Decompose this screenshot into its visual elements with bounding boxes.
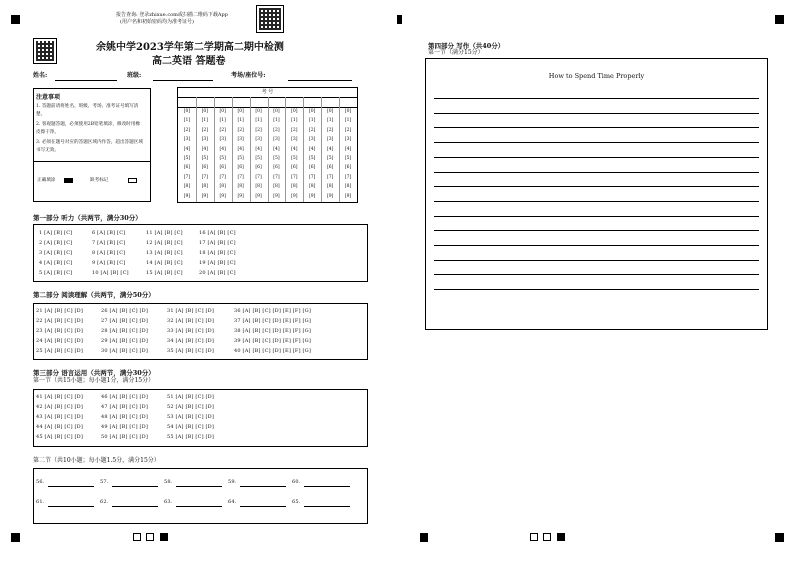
writing-line[interactable] xyxy=(434,274,759,275)
timing-mark xyxy=(557,533,565,541)
exam-digit-bubble[interactable]: [9] xyxy=(219,193,226,199)
seat-label: 考场/座位号: xyxy=(231,72,266,79)
writing-box xyxy=(425,58,768,330)
exam-digit-bubble[interactable]: [7] xyxy=(201,174,209,180)
exam-digit-bubble[interactable]: [0] xyxy=(219,109,226,114)
exam-digit-bubble[interactable]: [1] xyxy=(273,118,280,124)
class-field[interactable] xyxy=(153,80,213,81)
answer-option-row[interactable]: 21 [A] [B] [C] [D] xyxy=(36,308,84,314)
exam-digit-bubble[interactable]: [0] xyxy=(273,109,280,114)
exam-digit-bubble[interactable]: [2] xyxy=(291,127,298,133)
blank-label: 58. xyxy=(164,479,173,485)
exam-digit-bubble[interactable]: [9] xyxy=(291,193,298,199)
answer-option-row[interactable]: 53 [A] [B] [C] [D] xyxy=(167,414,215,420)
answer-option-row[interactable]: 45 [A] [B] [C] [D] xyxy=(36,434,84,440)
exam-digit-bubble[interactable]: [6] xyxy=(201,165,209,171)
qr-code-icon xyxy=(256,5,284,33)
exam-digit-bubble[interactable]: [9] xyxy=(201,193,209,199)
seat-field[interactable] xyxy=(288,80,352,81)
exam-digit-bubble[interactable]: [6] xyxy=(291,165,298,171)
page-subtitle: 高二英语 答题卷 xyxy=(152,56,226,67)
part2-box xyxy=(33,303,368,360)
name-label: 姓名: xyxy=(33,72,48,79)
exam-digit-bubble[interactable]: [4] xyxy=(273,146,280,152)
answer-option-row[interactable]: 29 [A] [B] [C] [D] xyxy=(101,338,149,344)
answer-option-row[interactable]: 46 [A] [B] [C] [D] xyxy=(101,394,149,400)
answer-option-row[interactable]: 24 [A] [B] [C] [D] xyxy=(36,338,84,344)
exam-digit-bubble[interactable]: [3] xyxy=(291,137,298,143)
answer-option-row[interactable]: 15 [A] [B] [C] xyxy=(146,270,183,276)
answer-option-row[interactable]: 34 [A] [B] [C] [D] xyxy=(167,338,215,344)
blank-answer-line[interactable] xyxy=(240,486,286,487)
exam-digit-bubble[interactable]: [3] xyxy=(237,137,244,143)
blank-label: 62. xyxy=(100,499,109,505)
exam-digit-bubble[interactable]: [8] xyxy=(255,184,262,190)
exam-digit-bubble[interactable]: [4] xyxy=(291,146,298,152)
exam-digit-bubble[interactable]: [6] xyxy=(344,165,352,171)
exam-digit-bubble[interactable]: [5] xyxy=(183,156,191,161)
fill-sample-icon xyxy=(64,178,73,183)
blank-label: 59. xyxy=(228,479,237,485)
exam-digit-bubble[interactable]: [2] xyxy=(309,127,316,133)
exam-digit-bubble[interactable]: [0] xyxy=(201,109,209,114)
exam-digit-bubble[interactable]: [5] xyxy=(237,156,244,161)
exam-digit-bubble[interactable]: [0] xyxy=(183,109,191,114)
exam-digit-bubble[interactable]: [8] xyxy=(326,184,334,190)
answer-option-row[interactable]: 16 [A] [B] [C] xyxy=(199,230,236,236)
writing-line[interactable] xyxy=(434,127,759,128)
exam-digit-bubble[interactable]: [3] xyxy=(309,137,316,143)
writing-line[interactable] xyxy=(434,260,759,261)
notice-item: 1. 答题前请将姓名、班级、考场、准考证号填写清楚。 xyxy=(36,104,139,117)
report-notice-sub: (用户名和初始密码均为准考证号) xyxy=(120,19,194,25)
page-mark xyxy=(397,15,402,24)
exam-digit-bubble[interactable]: [2] xyxy=(273,127,280,133)
absent-mark-label: 缺考标记 xyxy=(90,178,109,183)
blank-answer-line[interactable] xyxy=(112,506,158,507)
writing-line[interactable] xyxy=(434,186,759,187)
exam-digit-bubble[interactable]: [8] xyxy=(237,184,244,190)
exam-digit-bubble[interactable]: [9] xyxy=(237,193,244,199)
exam-digit-bubble[interactable]: [9] xyxy=(255,193,262,199)
exam-digit-bubble[interactable]: [1] xyxy=(255,118,262,124)
exam-digit-bubble[interactable]: [0] xyxy=(326,109,334,114)
answer-option-row[interactable]: 11 [A] [B] [C] xyxy=(146,230,183,236)
writing-line[interactable] xyxy=(434,201,759,202)
page-title: 余姚中学2023学年第二学期高二期中检测 xyxy=(96,42,284,53)
exam-digit-bubble[interactable]: [1] xyxy=(237,118,244,124)
answer-option-row[interactable]: 40 [A] [B] [C] [D] [E] [F] [G] xyxy=(234,348,312,354)
exam-digit-bubble[interactable]: [0] xyxy=(237,109,244,114)
answer-option-row[interactable]: 55 [A] [B] [C] [D] xyxy=(167,434,215,440)
exam-digit-bubble[interactable]: [9] xyxy=(326,193,334,199)
exam-digit-bubble[interactable]: [4] xyxy=(309,146,316,152)
essay-title: How to Spend Time Properly xyxy=(548,72,645,80)
blank-label: 60. xyxy=(292,479,301,485)
answer-option-row[interactable]: 47 [A] [B] [C] [D] xyxy=(101,404,149,410)
answer-option-row[interactable]: 8 [A] [B] [C] xyxy=(92,250,126,256)
exam-digit-bubble[interactable]: [6] xyxy=(237,165,244,171)
exam-digit-bubble[interactable]: [3] xyxy=(201,137,209,143)
answer-option-row[interactable]: 41 [A] [B] [C] [D] xyxy=(36,394,84,400)
exam-digit-bubble[interactable]: [7] xyxy=(273,174,280,180)
part3-sub1: 第一节（共15小题；每小题1分，满分15分） xyxy=(33,377,155,384)
exam-digit-bubble[interactable]: [5] xyxy=(201,156,209,161)
answer-option-row[interactable]: 25 [A] [B] [C] [D] xyxy=(36,348,84,354)
exam-digit-bubble[interactable]: [7] xyxy=(219,174,226,180)
writing-line[interactable] xyxy=(434,113,759,114)
exam-digit-bubble[interactable]: [4] xyxy=(237,146,244,152)
exam-digit-bubble[interactable]: [0] xyxy=(344,109,352,114)
writing-line[interactable] xyxy=(434,172,759,173)
corner-mark xyxy=(11,533,20,542)
blank-label: 65. xyxy=(292,499,301,505)
exam-digit-bubble[interactable]: [4] xyxy=(183,146,191,152)
writing-line[interactable] xyxy=(434,142,759,143)
answer-option-row[interactable]: 48 [A] [B] [C] [D] xyxy=(101,414,149,420)
answer-option-row[interactable]: 22 [A] [B] [C] [D] xyxy=(36,318,84,324)
exam-digit-bubble[interactable]: [8] xyxy=(309,184,316,190)
blank-answer-line[interactable] xyxy=(176,486,222,487)
report-notice: 报告查询: 登录zhixue.com或扫描二维码下载App xyxy=(116,12,228,18)
answer-option-row[interactable]: 52 [A] [B] [C] [D] xyxy=(167,404,215,410)
answer-option-row[interactable]: 14 [A] [B] [C] xyxy=(146,260,183,266)
blank-label: 64. xyxy=(228,499,237,505)
answer-option-row[interactable]: 18 [A] [B] [C] xyxy=(199,250,236,256)
exam-digit-bubble[interactable]: [4] xyxy=(255,146,262,152)
blank-answer-line[interactable] xyxy=(48,486,94,487)
exam-digit-bubble[interactable]: [0] xyxy=(255,109,262,114)
exam-digit-bubble[interactable]: [8] xyxy=(344,184,352,190)
exam-digit-bubble[interactable]: [9] xyxy=(273,193,280,199)
answer-option-row[interactable]: 7 [A] [B] [C] xyxy=(92,240,126,246)
part3-sub2: 第二节（共10小题；每小题1.5分，满分15分） xyxy=(33,457,160,464)
answer-option-row[interactable]: 4 [A] [B] [C] xyxy=(39,260,73,266)
answer-option-row[interactable]: 32 [A] [B] [C] [D] xyxy=(167,318,215,324)
exam-digit-bubble[interactable]: [1] xyxy=(219,118,226,124)
exam-number-grid xyxy=(177,87,358,203)
exam-digit-bubble[interactable]: [0] xyxy=(291,109,298,114)
blank-label: 57. xyxy=(100,479,109,485)
page-mark xyxy=(420,533,428,542)
answer-option-row[interactable]: 12 [A] [B] [C] xyxy=(146,240,183,246)
answer-option-row[interactable]: 3 [A] [B] [C] xyxy=(39,250,73,256)
exam-digit-bubble[interactable]: [7] xyxy=(255,174,262,180)
exam-digit-bubble[interactable]: [9] xyxy=(344,193,352,199)
part1-title: 第一部分 听力（共两节，满分30分） xyxy=(33,214,142,222)
answer-option-row[interactable]: 50 [A] [B] [C] [D] xyxy=(101,434,149,440)
exam-digit-bubble[interactable]: [8] xyxy=(201,184,209,190)
exam-digit-bubble[interactable]: [4] xyxy=(219,146,226,152)
answer-option-row[interactable]: 28 [A] [B] [C] [D] xyxy=(101,328,149,334)
notice-item: 3. 必须在题号对应的答题区域内作答，超出答题区域书写无效。 xyxy=(36,140,143,153)
exam-digit-bubble[interactable]: [2] xyxy=(237,127,244,133)
part4-title: 第四部分 写作（共40分） xyxy=(428,42,505,50)
exam-digit-bubble[interactable]: [4] xyxy=(344,146,352,152)
blank-answer-line[interactable] xyxy=(240,506,286,507)
answer-option-row[interactable]: 54 [A] [B] [C] [D] xyxy=(167,424,215,430)
exam-digit-bubble[interactable]: [5] xyxy=(309,156,316,161)
answer-option-row[interactable]: 43 [A] [B] [C] [D] xyxy=(36,414,84,420)
exam-digit-bubble[interactable]: [7] xyxy=(291,174,298,180)
answer-option-row[interactable]: 1 [A] [B] [C] xyxy=(39,230,73,236)
answer-option-row[interactable]: 39 [A] [B] [C] [D] [E] [F] [G] xyxy=(234,338,312,344)
part1-box xyxy=(33,224,368,282)
exam-digit-bubble[interactable]: [5] xyxy=(291,156,298,161)
exam-digit-bubble[interactable]: [2] xyxy=(183,127,191,133)
exam-digit-bubble[interactable]: [2] xyxy=(201,127,209,133)
answer-option-row[interactable]: 33 [A] [B] [C] [D] xyxy=(167,328,215,334)
answer-option-row[interactable]: 13 [A] [B] [C] xyxy=(146,250,183,256)
exam-digit-bubble[interactable]: [3] xyxy=(344,137,352,143)
writing-line[interactable] xyxy=(434,289,759,290)
answer-option-row[interactable]: 10 [A] [B] [C] xyxy=(92,270,129,276)
answer-option-row[interactable]: 19 [A] [B] [C] xyxy=(199,260,236,266)
answer-option-row[interactable]: 6 [A] [B] [C] xyxy=(92,230,126,236)
blank-label: 56. xyxy=(36,479,45,485)
timing-mark xyxy=(133,533,141,541)
exam-digit-bubble[interactable]: [7] xyxy=(326,174,334,180)
answer-option-row[interactable]: 35 [A] [B] [C] [D] xyxy=(167,348,215,354)
exam-digit-bubble[interactable]: [1] xyxy=(183,118,191,124)
blank-label: 63. xyxy=(164,499,173,505)
writing-line[interactable] xyxy=(434,230,759,231)
exam-digit-bubble[interactable]: [9] xyxy=(183,193,191,199)
blank-answer-line[interactable] xyxy=(304,486,350,487)
answer-option-row[interactable]: 23 [A] [B] [C] [D] xyxy=(36,328,84,334)
exam-digit-bubble[interactable]: [7] xyxy=(237,174,244,180)
answer-option-row[interactable]: 30 [A] [B] [C] [D] xyxy=(101,348,149,354)
exam-digit-bubble[interactable]: [4] xyxy=(201,146,209,152)
blank-answer-line[interactable] xyxy=(304,506,350,507)
exam-number-label: 考 号 xyxy=(178,88,357,98)
exam-digit-bubble[interactable]: [6] xyxy=(273,165,280,171)
exam-digit-bubble[interactable]: [3] xyxy=(326,137,334,143)
exam-digit-bubble[interactable]: [1] xyxy=(291,118,298,124)
answer-option-row[interactable]: 20 [A] [B] [C] xyxy=(199,270,236,276)
answer-option-row[interactable]: 42 [A] [B] [C] [D] xyxy=(36,404,84,410)
exam-digit-bubble[interactable]: [9] xyxy=(309,193,316,199)
exam-digit-bubble[interactable]: [8] xyxy=(291,184,298,190)
answer-option-row[interactable]: 2 [A] [B] [C] xyxy=(39,240,73,246)
exam-digit-bubble[interactable]: [5] xyxy=(344,156,352,161)
exam-digit-bubble[interactable]: [5] xyxy=(219,156,226,161)
exam-digit-bubble[interactable]: [7] xyxy=(344,174,352,180)
part4-sub: 第一节（满分15分） xyxy=(428,49,484,56)
fill-correct-label: 正确填涂 xyxy=(37,178,56,183)
corner-mark xyxy=(11,15,20,24)
answer-option-row[interactable]: 51 [A] [B] [C] [D] xyxy=(167,394,215,400)
exam-digit-bubble[interactable]: [0] xyxy=(309,109,316,114)
timing-mark xyxy=(530,533,538,541)
exam-digit-bubble[interactable]: [8] xyxy=(183,184,191,190)
exam-digit-bubble[interactable]: [1] xyxy=(326,118,334,124)
answer-option-row[interactable]: 9 [A] [B] [C] xyxy=(92,260,126,266)
corner-mark xyxy=(775,533,784,542)
exam-digit-bubble[interactable]: [2] xyxy=(344,127,352,133)
absent-mark-box[interactable] xyxy=(128,178,137,183)
exam-digit-bubble[interactable]: [7] xyxy=(309,174,316,180)
exam-digit-bubble[interactable]: [6] xyxy=(219,165,226,171)
exam-digit-bubble[interactable]: [5] xyxy=(273,156,280,161)
timing-mark xyxy=(160,533,168,541)
exam-digit-bubble[interactable]: [1] xyxy=(309,118,316,124)
exam-digit-bubble[interactable]: [4] xyxy=(326,146,334,152)
answer-option-row[interactable]: 36 [A] [B] [C] [D] [E] [F] [G] xyxy=(234,308,312,314)
answer-option-row[interactable]: 31 [A] [B] [C] [D] xyxy=(167,308,215,314)
exam-digit-bubble[interactable]: [6] xyxy=(183,165,191,171)
timing-mark xyxy=(543,533,551,541)
blank-answer-line[interactable] xyxy=(48,506,94,507)
exam-digit-bubble[interactable]: [2] xyxy=(326,127,334,133)
exam-digit-bubble[interactable]: [8] xyxy=(273,184,280,190)
exam-digit-bubble[interactable]: [6] xyxy=(326,165,334,171)
part2-title: 第二部分 阅读理解（共两节，满分50分） xyxy=(33,291,155,299)
exam-digit-bubble[interactable]: [2] xyxy=(219,127,226,133)
exam-digit-bubble[interactable]: [5] xyxy=(255,156,262,161)
exam-digit-bubble[interactable]: [3] xyxy=(255,137,262,143)
blank-answer-line[interactable] xyxy=(176,506,222,507)
part3-title: 第三部分 语言运用（共两节，满分30分） xyxy=(33,369,155,377)
answer-option-row[interactable]: 17 [A] [B] [C] xyxy=(199,240,236,246)
answer-option-row[interactable]: 5 [A] [B] [C] xyxy=(39,270,73,276)
part3-box xyxy=(33,389,368,447)
blank-label: 61. xyxy=(36,499,45,505)
answer-option-row[interactable]: 38 [A] [B] [C] [D] [E] [F] [G] xyxy=(234,328,312,334)
qr-code-icon xyxy=(33,38,57,64)
exam-digit-bubble[interactable]: [8] xyxy=(219,184,226,190)
notice-box xyxy=(33,88,151,202)
answer-option-row[interactable]: 44 [A] [B] [C] [D] xyxy=(36,424,84,430)
writing-line[interactable] xyxy=(434,98,759,99)
blank-answer-line[interactable] xyxy=(112,486,158,487)
notice-item: 2. 客观题答题，必须使用2B铅笔填涂，修改时用橡皮擦干净。 xyxy=(36,122,141,135)
name-field[interactable] xyxy=(55,80,117,81)
writing-line[interactable] xyxy=(434,157,759,158)
part3-blank-box xyxy=(33,468,368,524)
exam-digit-bubble[interactable]: [7] xyxy=(183,174,191,180)
notice-heading: 注意事项 xyxy=(36,94,61,101)
exam-digit-bubble[interactable]: [5] xyxy=(326,156,334,161)
exam-digit-bubble[interactable]: [1] xyxy=(201,118,209,124)
exam-digit-bubble[interactable]: [2] xyxy=(255,127,262,133)
answer-option-row[interactable]: 37 [A] [B] [C] [D] [E] [F] [G] xyxy=(234,318,312,324)
exam-digit-bubble[interactable]: [6] xyxy=(309,165,316,171)
exam-digit-bubble[interactable]: [1] xyxy=(344,118,352,124)
exam-digit-bubble[interactable]: [6] xyxy=(255,165,262,171)
answer-option-row[interactable]: 27 [A] [B] [C] [D] xyxy=(101,318,149,324)
writing-line[interactable] xyxy=(434,216,759,217)
timing-mark xyxy=(146,533,154,541)
answer-option-row[interactable]: 26 [A] [B] [C] [D] xyxy=(101,308,149,314)
class-label: 班级: xyxy=(127,72,142,79)
exam-digit-bubble[interactable]: [3] xyxy=(273,137,280,143)
answer-option-row[interactable]: 49 [A] [B] [C] [D] xyxy=(101,424,149,430)
writing-line[interactable] xyxy=(434,245,759,246)
corner-mark xyxy=(775,15,784,24)
exam-digit-bubble[interactable]: [3] xyxy=(219,137,226,143)
exam-digit-bubble[interactable]: [3] xyxy=(183,137,191,143)
